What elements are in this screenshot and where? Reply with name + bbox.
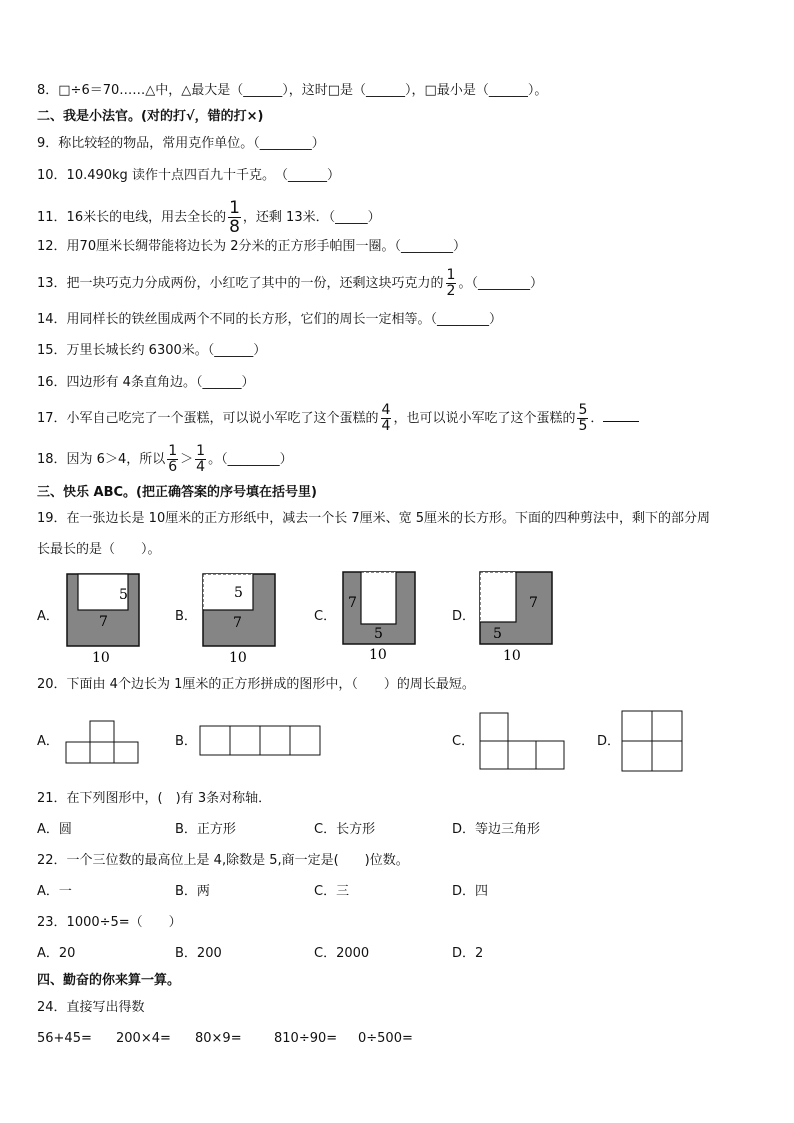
q21-option-b[interactable]: B．正方形 [175,822,236,837]
question-14: 14．用同样长的铁丝围成两个不同的长方形，它们的周长一定相等。（________） [37,312,503,327]
q19-d-dim-7: 7 [529,595,538,611]
q20-figure-a [64,718,142,766]
q18-fraction-1 [167,444,178,475]
q18-denominator-2: 4 [196,459,206,475]
q19-option-b-label[interactable]: B． [175,609,197,624]
q22-option-b[interactable]: B．两 [175,884,210,899]
question-20: 20．下面由 4个边长为 1厘米的正方形拼成的图形中，（ ）的周长最短。 [37,677,475,692]
q20-option-c-label[interactable]: C． [452,734,475,749]
q21-option-d[interactable]: D．等边三角形 [452,822,541,837]
q20-figure-c [478,711,568,773]
q17-text-middle: ，也可以说小军吃了这个蛋糕的 [393,411,576,426]
q18-operator: ＞ [180,452,194,467]
q20-figure-d [620,709,686,775]
q21-option-a[interactable]: A．圆 [37,822,72,837]
q19-a-dim-5: 5 [119,587,128,603]
question-21: 21．在下列图形中，( )有 3条对称轴． [37,791,272,806]
section-2-heading: 二、我是小法官。(对的打√，错的打×) [37,109,264,124]
q18-text-before: 18．因为 6＞4，所以 [37,452,166,467]
section-3-heading: 三、快乐 ABC。(把正确答案的序号填在括号里) [37,485,317,500]
q19-b-dim-5: 5 [234,585,243,601]
q17-denominator-1: 4 [381,418,391,434]
q18-fraction-2 [195,444,206,475]
q19-option-c-label[interactable]: C． [314,609,337,624]
question-8: 8．□÷6＝70……△中，△最大是（______），这时□是（______），□最小是（______）。 [37,83,548,98]
q17-fraction-2 [577,403,588,434]
q21-option-c[interactable]: C．长方形 [314,822,376,837]
q18-text-after: 。（________） [208,452,293,467]
question-17 [37,403,639,434]
q24-item-2: 200×4= [116,1031,171,1046]
q22-option-d[interactable]: D．四 [452,884,489,899]
q24-item-1: 56+45= [37,1031,92,1046]
question-11 [37,199,381,236]
q11-text-before: 11．16米长的电线，用去全长的 [37,210,227,225]
q19-a-dim-10: 10 [92,650,110,666]
q19-c-dim-7: 7 [348,595,357,611]
question-24: 24．直接写出得数 [37,1000,145,1015]
q13-fraction [446,268,457,299]
q18-denominator-1: 6 [168,459,178,475]
q19-a-dim-7: 7 [99,614,108,630]
q23-option-d[interactable]: D．2 [452,946,484,961]
q17-text-before: 17．小军自己吃完了一个蛋糕，可以说小军吃了这个蛋糕的 [37,411,379,426]
question-22: 22．一个三位数的最高位上是 4,除数是 5,商一定是( )位数。 [37,853,409,868]
q17-fraction-1 [381,403,392,434]
q11-text-after: ，还剩 13米．（_____） [242,210,381,225]
q17-numerator-1: 4 [381,402,391,418]
question-23: 23．1000÷5=（ ） [37,915,182,930]
q11-fraction [228,199,241,236]
q20-option-a-label[interactable]: A． [37,734,59,749]
question-15: 15．万里长城长约 6300米。（______） [37,343,267,358]
q19-figure-c [336,570,420,662]
q23-option-c[interactable]: C．2000 [314,946,370,961]
question-19-line-1: 19．在一张边长是 10厘米的正方形纸中，减去一个长 7厘米、宽 5厘米的长方形。下面的四种剪法中，剩下的部分周 [37,511,711,526]
q13-denominator: 2 [446,283,456,299]
q20-option-d-label[interactable]: D． [597,734,621,749]
q17-text-after: ． [590,411,604,426]
question-19-line-2: 长最长的是（ ）。 [37,542,161,557]
q19-option-a-label[interactable]: A． [37,609,59,624]
q20-figure-b [198,724,324,758]
q11-denominator: 8 [229,217,240,237]
q19-figure-a [60,572,144,664]
question-9: 9．称比较轻的物品，常用克作单位。（________） [37,136,325,151]
q19-figure-d [473,570,557,662]
q19-d-dim-10: 10 [503,648,521,664]
q18-numerator-1: 1 [168,443,178,459]
q17-denominator-2: 5 [578,418,588,434]
q17-answer-blank[interactable] [603,409,639,422]
q19-c-dim-10: 10 [369,647,387,663]
question-16: 16．四边形有 4条直角边。（______） [37,375,255,390]
q23-option-b[interactable]: B．200 [175,946,222,961]
q24-item-5: 0÷500= [358,1031,413,1046]
q19-b-dim-7: 7 [233,615,242,631]
q18-numerator-2: 1 [196,443,206,459]
q19-c-dim-5: 5 [374,626,383,642]
q13-text-after: 。（________） [458,276,543,291]
question-13 [37,268,543,299]
q24-item-3: 80×9= [195,1031,242,1046]
q19-b-dim-10: 10 [229,650,247,666]
q23-option-a[interactable]: A．20 [37,946,76,961]
q13-text-before: 13．把一块巧克力分成两份，小红吃了其中的一份，还剩这块巧克力的 [37,276,444,291]
q13-numerator: 1 [446,267,456,283]
question-10: 10．10.490kg 读作十点四百九十千克。 （______） [37,168,340,183]
q24-item-4: 810÷90= [274,1031,338,1046]
question-12: 12．用70厘米长绸带能将边长为 2分米的正方形手帕围一圈。（________） [37,239,466,254]
q22-option-c[interactable]: C．三 [314,884,350,899]
question-18 [37,444,293,475]
section-4-heading: 四、勤奋的你来算一算。 [37,973,181,988]
q19-figure-b [196,572,280,664]
q20-option-b-label[interactable]: B． [175,734,197,749]
q17-numerator-2: 5 [578,402,588,418]
q19-option-d-label[interactable]: D． [452,609,476,624]
q22-option-a[interactable]: A．一 [37,884,72,899]
q19-d-dim-5: 5 [493,626,502,642]
q11-numerator: 1 [229,198,240,218]
